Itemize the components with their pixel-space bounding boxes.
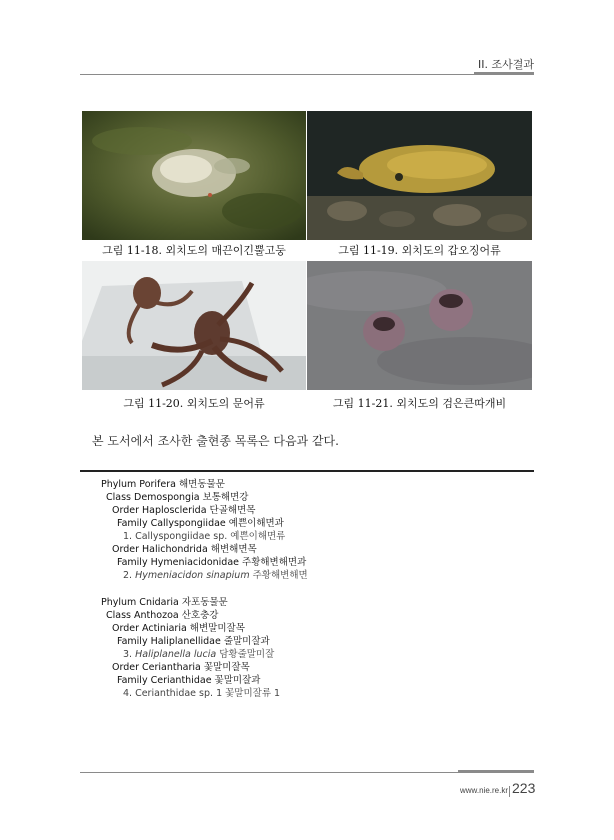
figure-caption: 그림 11-21. 외치도의 검은큰따개비 — [332, 397, 507, 410]
section-divider — [80, 470, 534, 472]
taxon-phylum: Phylum Cnidaria 자포동물문 — [101, 597, 228, 608]
species-scientific-name: Haliplanella lucia — [135, 649, 217, 660]
figure-photo-cuttlefish — [307, 111, 532, 240]
footer-website: www.nie.re.kr — [459, 786, 508, 795]
taxon-species: 4. Cerianthidae sp. 1 꽃말미잘류 1 — [123, 688, 281, 699]
species-number: 2. — [123, 570, 133, 581]
taxon-class: Class Anthozoa 산호충강 — [106, 610, 219, 621]
intro-paragraph: 본 도서에서 조사한 출현종 목록은 다음과 같다. — [92, 434, 339, 448]
running-header — [0, 0, 614, 80]
figure-caption: 그림 11-18. 외치도의 매끈이긴뿔고둥 — [102, 244, 286, 257]
taxon-order: Order Haplosclerida 단골해면목 — [112, 505, 256, 516]
taxon-family: Family Cerianthidae 꽃말미잘과 — [117, 675, 261, 686]
section-label: II. 조사결과 — [478, 58, 534, 71]
footer-rule-accent — [458, 770, 534, 773]
species-number: 3. — [123, 649, 133, 660]
taxon-family: Family Callyspongiidae 예쁜이해면과 — [117, 518, 284, 529]
taxon-family: Family Hymeniacidonidae 주황해변해면과 — [117, 557, 307, 568]
page-number: 223 — [512, 780, 536, 796]
footer-separator — [509, 786, 510, 797]
figure-caption: 그림 11-20. 외치도의 문어류 — [123, 397, 265, 410]
taxon-species — [123, 570, 308, 582]
header-rule — [80, 74, 534, 75]
figure-caption: 그림 11-19. 외치도의 갑오징어류 — [338, 244, 501, 257]
taxon-class: Class Demospongia 보통해면강 — [106, 492, 249, 503]
taxon-phylum: Phylum Porifera 해면동물문 — [101, 479, 225, 490]
taxon-species: 1. Callyspongiidae sp. 예쁜이해면류 — [123, 531, 286, 542]
species-scientific-name: Hymeniacidon sinapium — [135, 570, 250, 581]
header-rule-accent — [474, 72, 534, 75]
figure-photo-octopus — [82, 261, 306, 390]
taxon-order: Order Halichondrida 해변해면목 — [112, 544, 257, 555]
taxon-order: Order Ceriantharia 꽃말미잘목 — [112, 662, 250, 673]
figure-photo-whelk — [82, 111, 306, 240]
taxon-species — [123, 649, 274, 661]
species-korean-name: 담황줄말미잘 — [219, 649, 275, 660]
figure-photo-barnacles — [307, 261, 532, 390]
species-korean-name: 주황해변해면 — [252, 570, 308, 581]
taxon-order: Order Actiniaria 해변말미잘목 — [112, 623, 245, 634]
taxon-family: Family Haliplanellidae 줄말미잘과 — [117, 636, 270, 647]
